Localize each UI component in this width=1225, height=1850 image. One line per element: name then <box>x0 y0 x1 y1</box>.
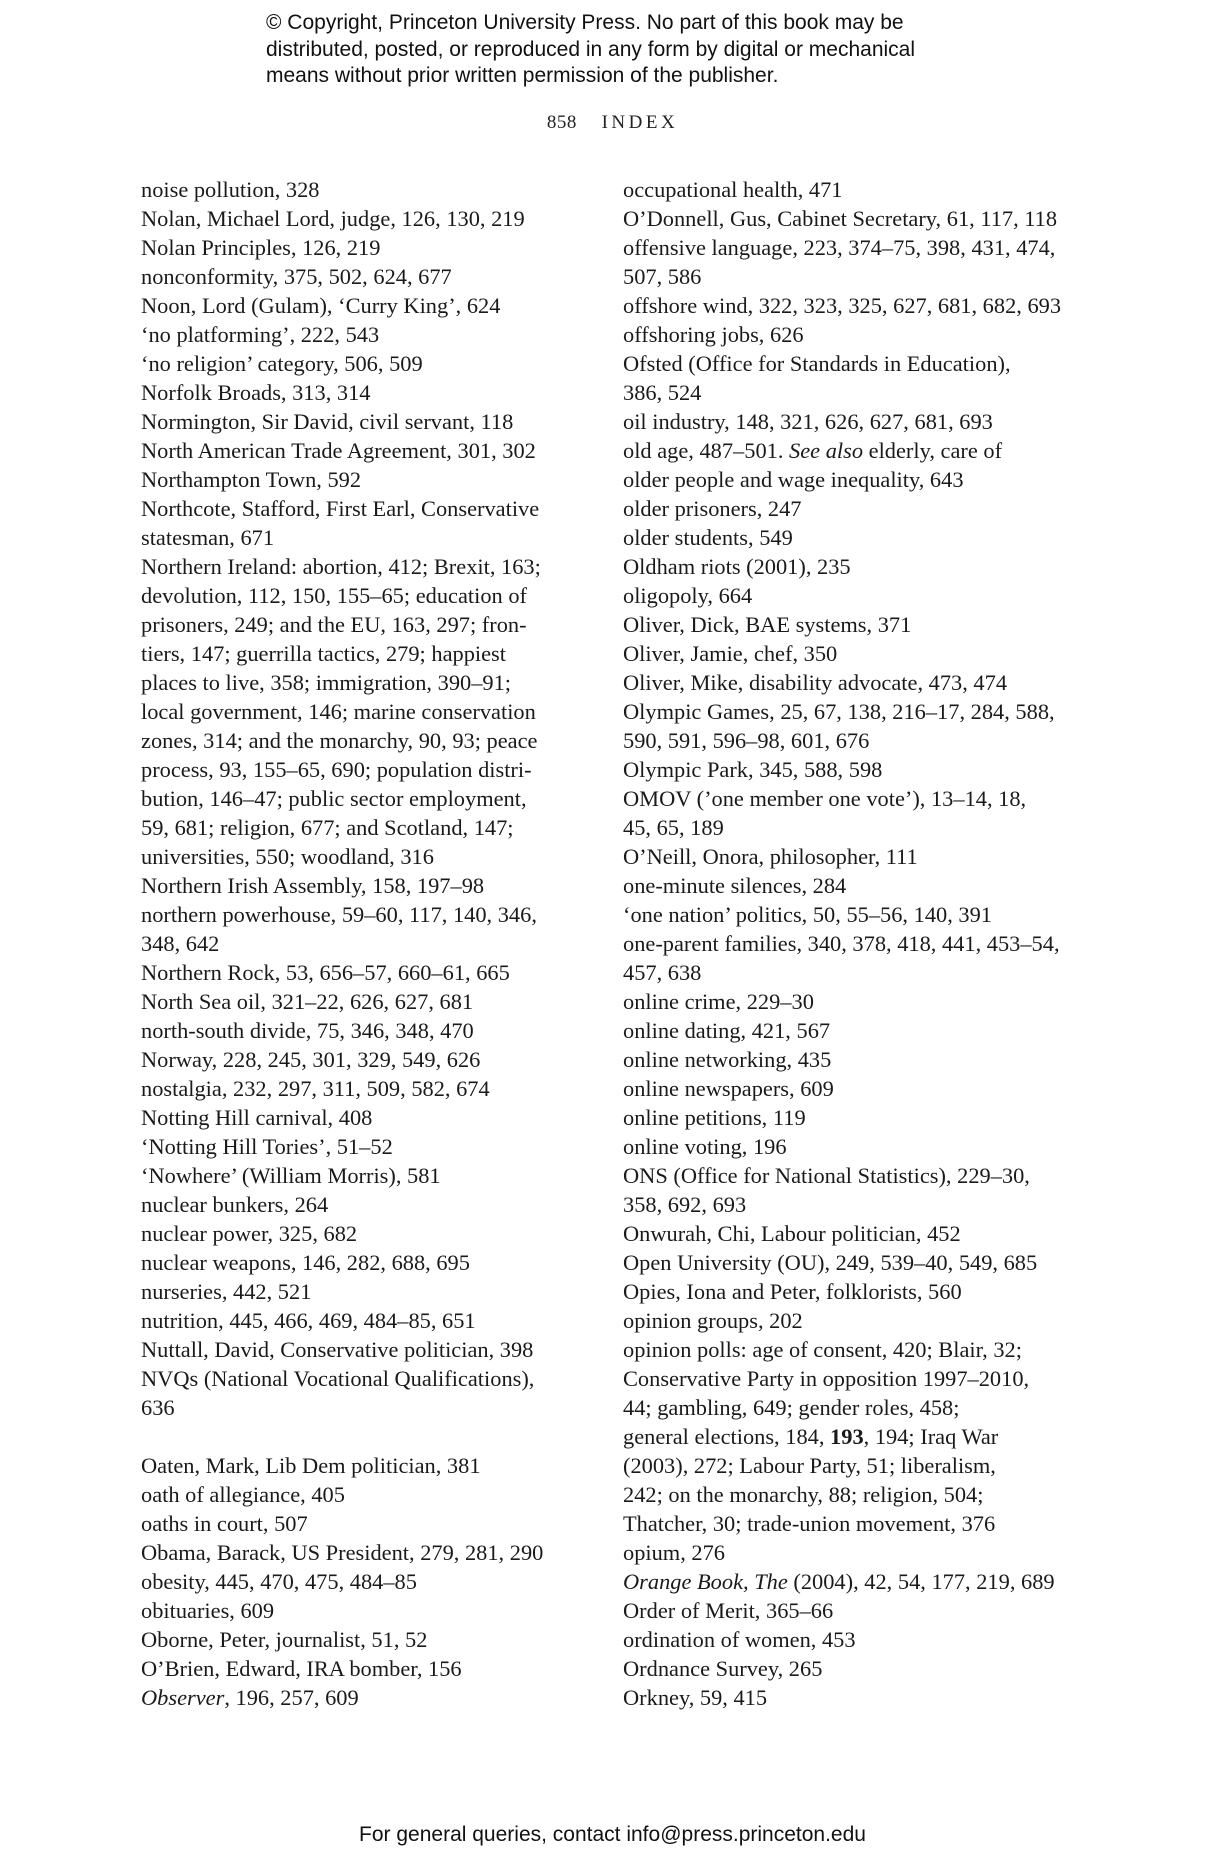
index-entry-line: Conservative Party in opposition 1997–2010, <box>623 1366 1030 1391</box>
index-entry-line: Ofsted (Office for Standards in Education), <box>623 351 1011 376</box>
index-entry-line: offshoring jobs, 626 <box>623 322 804 347</box>
index-entry-line: ‘Notting Hill Tories’, 51–52 <box>141 1134 393 1159</box>
index-entry-line: older students, 549 <box>623 525 793 550</box>
index-entry-line: Noon, Lord (Gulam), ‘Curry King’, 624 <box>141 293 501 318</box>
index-entry-line: online newspapers, 609 <box>623 1076 834 1101</box>
index-entry-line: oaths in court, 507 <box>141 1511 308 1536</box>
index-entry <box>623 1538 1073 1567</box>
index-entry-line: Oaten, Mark, Lib Dem politician, 381 <box>141 1453 481 1478</box>
index-entry-line: 358, 692, 693 <box>623 1192 747 1217</box>
index-entry-line: O’Neill, Onora, philosopher, 111 <box>623 844 918 869</box>
index-entry-line: ‘no religion’ category, 506, 509 <box>141 351 423 376</box>
index-entry <box>623 465 1073 494</box>
index-entry-line: places to live, 358; immigration, 390–91; <box>141 670 512 695</box>
index-entry <box>623 1248 1073 1277</box>
index-entry <box>623 233 1073 291</box>
index-entry-line: obituaries, 609 <box>141 1598 275 1623</box>
footer-contact: For general queries, contact info@press.princeton.edu <box>359 1823 866 1846</box>
index-entry-line: noise pollution, 328 <box>141 177 320 202</box>
index-entry <box>623 291 1073 320</box>
index-entry-line: bution, 146–47; public sector employment, <box>141 786 527 811</box>
index-entry <box>623 871 1073 900</box>
index-entry <box>623 523 1073 552</box>
index-entry-line: one-minute silences, 284 <box>623 873 847 898</box>
copyright-line: distributed, posted, or reproduced in any form by digital or mechanical <box>266 37 916 61</box>
copyright-notice <box>266 10 986 90</box>
index-entry <box>623 1016 1073 1045</box>
index-entry-line <box>623 436 1073 465</box>
index-entry <box>141 1219 581 1248</box>
index-entry-line: OMOV (’one member one vote’), 13–14, 18, <box>623 786 1027 811</box>
index-entry-line: Nolan, Michael Lord, judge, 126, 130, 219 <box>141 206 525 231</box>
index-entry-line: Obama, Barack, US President, 279, 281, 290 <box>141 1540 544 1565</box>
entry-italic-text: Observer <box>141 1685 225 1710</box>
index-entry <box>623 1074 1073 1103</box>
index-entry-line: older people and wage inequality, 643 <box>623 467 964 492</box>
index-entry-line: North American Trade Agreement, 301, 302 <box>141 438 536 463</box>
index-entry <box>141 1248 581 1277</box>
index-entry <box>141 1277 581 1306</box>
running-head <box>0 112 1225 134</box>
index-entry <box>141 1596 581 1625</box>
index-entry-line: Northcote, Stafford, First Earl, Conservative <box>141 496 540 521</box>
index-entry-line: nonconformity, 375, 502, 624, 677 <box>141 264 452 289</box>
index-entry <box>623 1219 1073 1248</box>
index-entry-line: north-south divide, 75, 346, 348, 470 <box>141 1018 474 1043</box>
index-entry <box>141 1567 581 1596</box>
index-entry <box>141 1451 581 1480</box>
index-column-left <box>141 175 581 1712</box>
copyright-line: © Copyright, Princeton University Press. No part of this book may be <box>266 11 904 34</box>
index-entry <box>623 1132 1073 1161</box>
index-entry-line: online crime, 229–30 <box>623 989 814 1014</box>
index-entry-line: statesman, 671 <box>141 525 275 550</box>
index-entry-line: offensive language, 223, 374–75, 398, 431, 474, <box>623 235 1056 260</box>
index-entry <box>141 204 581 233</box>
index-entry-line: nuclear weapons, 146, 282, 688, 695 <box>141 1250 470 1275</box>
index-entry <box>141 1683 581 1712</box>
index-entry <box>141 1364 581 1422</box>
index-entry <box>141 291 581 320</box>
entry-locators: elderly, care of <box>863 438 1003 463</box>
index-entry-line: Notting Hill carnival, 408 <box>141 1105 373 1130</box>
index-entry-line <box>623 1422 1073 1451</box>
index-entry <box>141 378 581 407</box>
index-entry <box>623 755 1073 784</box>
index-entry <box>623 204 1073 233</box>
index-entry <box>141 436 581 465</box>
index-entry-line: opium, 276 <box>623 1540 726 1565</box>
index-entry-line: Northampton Town, 592 <box>141 467 362 492</box>
index-entry-line: 45, 65, 189 <box>623 815 724 840</box>
entry-locators: , 196, 257, 609 <box>224 1685 359 1710</box>
index-entry <box>623 436 1073 465</box>
entry-text: old age, 487–501. <box>623 438 790 463</box>
index-entry-line: ‘no platforming’, 222, 543 <box>141 322 380 347</box>
index-entry <box>141 1625 581 1654</box>
index-entry-line: Opies, Iona and Peter, folklorists, 560 <box>623 1279 962 1304</box>
index-entry-line: Oldham riots (2001), 235 <box>623 554 851 579</box>
index-entry-line: offshore wind, 322, 323, 325, 627, 681, 682, 693 <box>623 293 1062 318</box>
index-entry-line: prisoners, 249; and the EU, 163, 297; fron- <box>141 612 527 637</box>
index-entry-line: Ordnance Survey, 265 <box>623 1656 823 1681</box>
index-entry-line: 386, 524 <box>623 380 702 405</box>
index-entry-line: Oliver, Mike, disability advocate, 473, 474 <box>623 670 1008 695</box>
index-entry <box>141 1045 581 1074</box>
index-entry <box>141 1161 581 1190</box>
index-entry-line: Northern Irish Assembly, 158, 197–98 <box>141 873 485 898</box>
index-entry <box>623 929 1073 987</box>
index-entry-line: older prisoners, 247 <box>623 496 802 521</box>
index-entry <box>141 175 581 204</box>
index-entry-line: NVQs (National Vocational Qualifications), <box>141 1366 535 1391</box>
index-entry-line: tiers, 147; guerrilla tactics, 279; happiest <box>141 641 506 666</box>
section-title: INDEX <box>601 112 679 133</box>
index-entry <box>141 1480 581 1509</box>
index-entry <box>141 1538 581 1567</box>
index-entry-line: 348, 642 <box>141 931 220 956</box>
index-entry <box>623 1161 1073 1219</box>
index-entry <box>623 1306 1073 1335</box>
index-entry-line: Thatcher, 30; trade-union movement, 376 <box>623 1511 996 1536</box>
index-entry-line: O’Donnell, Gus, Cabinet Secretary, 61, 117, 118 <box>623 206 1058 231</box>
index-entry-line: online networking, 435 <box>623 1047 832 1072</box>
index-entry <box>623 784 1073 842</box>
index-entry <box>141 262 581 291</box>
index-entry-line: opinion polls: age of consent, 420; Blair, 32; <box>623 1337 1022 1362</box>
index-entry-line: ‘one nation’ politics, 50, 55–56, 140, 391 <box>623 902 992 927</box>
index-entry-line: (2003), 272; Labour Party, 51; liberalism, <box>623 1453 996 1478</box>
index-entry-line: 242; on the monarchy, 88; religion, 504; <box>623 1482 984 1507</box>
index-entry-line: online voting, 196 <box>623 1134 787 1159</box>
index-entry-line: Olympic Games, 25, 67, 138, 216–17, 284, 588, <box>623 699 1055 724</box>
index-entry <box>623 1654 1073 1683</box>
index-entry-line: oligopoly, 664 <box>623 583 753 608</box>
index-entry <box>623 668 1073 697</box>
index-entry-line: O’Brien, Edward, IRA bomber, 156 <box>141 1656 462 1681</box>
page-number: 858 <box>546 112 577 133</box>
index-entry-line: 44; gambling, 649; gender roles, 458; <box>623 1395 960 1420</box>
index-entry-line: Norway, 228, 245, 301, 329, 549, 626 <box>141 1047 481 1072</box>
index-entry <box>141 1103 581 1132</box>
index-entry-line: opinion groups, 202 <box>623 1308 803 1333</box>
index-entry-line: Onwurah, Chi, Labour politician, 452 <box>623 1221 961 1246</box>
index-entry-line: Open University (OU), 249, 539–40, 549, 685 <box>623 1250 1038 1275</box>
index-entry-line: 59, 681; religion, 677; and Scotland, 147; <box>141 815 514 840</box>
index-entry-line: Normington, Sir David, civil servant, 118 <box>141 409 514 434</box>
entry-text: general elections, 184, <box>623 1424 831 1449</box>
index-entry-line: devolution, 112, 150, 155–65; education of <box>141 583 527 608</box>
index-entry-line: ONS (Office for National Statistics), 229–30, <box>623 1163 1030 1188</box>
index-entry <box>141 1074 581 1103</box>
index-entry <box>141 465 581 494</box>
index-entry <box>141 1509 581 1538</box>
index-entry-line: Olympic Park, 345, 588, 598 <box>623 757 883 782</box>
copyright-line: means without prior written permission of the publisher. <box>266 64 779 87</box>
index-entry <box>623 349 1073 407</box>
entry-locators: (2004), 42, 54, 177, 219, 689 <box>787 1569 1055 1594</box>
index-entry <box>623 1625 1073 1654</box>
index-entry-line: online dating, 421, 567 <box>623 1018 831 1043</box>
index-entry <box>141 1190 581 1219</box>
index-entry-line: oil industry, 148, 321, 626, 627, 681, 693 <box>623 409 993 434</box>
index-entry-line: occupational health, 471 <box>623 177 843 202</box>
index-entry-line <box>141 1683 581 1712</box>
index-entry-line: Orkney, 59, 415 <box>623 1685 768 1710</box>
entry-italic-text: See also <box>789 438 864 463</box>
index-entry-line: 636 <box>141 1395 175 1420</box>
index-entry-line <box>623 1567 1073 1596</box>
index-entry-line: Oliver, Jamie, chef, 350 <box>623 641 838 666</box>
index-entry <box>141 552 581 871</box>
index-entry-line: process, 93, 155–65, 690; population distri- <box>141 757 532 782</box>
index-entry-line: ordination of women, 453 <box>623 1627 856 1652</box>
index-entry-line: nutrition, 445, 466, 469, 484–85, 651 <box>141 1308 476 1333</box>
letter-group-gap <box>141 1422 581 1451</box>
index-entry-line: Northern Rock, 53, 656–57, 660–61, 665 <box>141 960 510 985</box>
index-entry <box>623 1103 1073 1132</box>
index-entry <box>623 1567 1073 1596</box>
entry-bold-locator: 193 <box>830 1424 864 1449</box>
index-entry <box>141 233 581 262</box>
index-entry-line: nurseries, 442, 521 <box>141 1279 312 1304</box>
index-entry-line: one-parent families, 340, 378, 418, 441, 453–54, <box>623 931 1060 956</box>
index-entry-line: online petitions, 119 <box>623 1105 806 1130</box>
index-entry <box>623 639 1073 668</box>
index-entry <box>623 1596 1073 1625</box>
entry-italic-text: Orange Book, The <box>623 1569 788 1594</box>
index-entry <box>623 320 1073 349</box>
index-entry <box>623 697 1073 755</box>
index-entry-line: obesity, 445, 470, 475, 484–85 <box>141 1569 417 1594</box>
index-entry-line: Nolan Principles, 126, 219 <box>141 235 381 260</box>
index-entry-line: local government, 146; marine conservation <box>141 699 536 724</box>
index-entry-line: Oliver, Dick, BAE systems, 371 <box>623 612 912 637</box>
index-entry <box>623 175 1073 204</box>
index-entry-line: universities, 550; woodland, 316 <box>141 844 434 869</box>
index-entry <box>141 987 581 1016</box>
index-entry-line: nostalgia, 232, 297, 311, 509, 582, 674 <box>141 1076 490 1101</box>
index-entry <box>141 320 581 349</box>
index-entry <box>141 1306 581 1335</box>
index-entry <box>141 349 581 378</box>
index-entry <box>141 494 581 552</box>
index-entry <box>623 552 1073 581</box>
index-entry <box>623 1045 1073 1074</box>
index-entry-line: Nuttall, David, Conservative politician, 398 <box>141 1337 534 1362</box>
index-entry-line: North Sea oil, 321–22, 626, 627, 681 <box>141 989 474 1014</box>
index-entry-line: northern powerhouse, 59–60, 117, 140, 346, <box>141 902 537 927</box>
index-entry <box>623 581 1073 610</box>
index-entry <box>141 958 581 987</box>
index-entry <box>623 987 1073 1016</box>
index-entry <box>141 900 581 958</box>
index-entry <box>141 1132 581 1161</box>
index-entry-line: nuclear power, 325, 682 <box>141 1221 358 1246</box>
index-entry <box>623 407 1073 436</box>
index-entry <box>623 610 1073 639</box>
entry-text: , 194; Iraq War <box>863 1424 999 1449</box>
index-entry-line: 590, 591, 596–98, 601, 676 <box>623 728 870 753</box>
index-entry <box>623 842 1073 871</box>
index-entry <box>623 900 1073 929</box>
index-entry-line: nuclear bunkers, 264 <box>141 1192 329 1217</box>
index-entry-line: Oborne, Peter, journalist, 51, 52 <box>141 1627 428 1652</box>
index-entry <box>141 1016 581 1045</box>
index-entry-line: ‘Nowhere’ (William Morris), 581 <box>141 1163 441 1188</box>
index-entry-line: zones, 314; and the monarchy, 90, 93; peace <box>141 728 538 753</box>
index-entry <box>141 871 581 900</box>
index-entry <box>623 1335 1073 1538</box>
index-column-right <box>623 175 1073 1712</box>
index-entry <box>623 494 1073 523</box>
index-entry <box>623 1683 1073 1712</box>
index-entry <box>141 1654 581 1683</box>
index-entry-line: Northern Ireland: abortion, 412; Brexit, 163; <box>141 554 541 579</box>
index-entry-line: Norfolk Broads, 313, 314 <box>141 380 371 405</box>
index-entry-line: 457, 638 <box>623 960 702 985</box>
index-entry <box>141 407 581 436</box>
index-entry-line: oath of allegiance, 405 <box>141 1482 345 1507</box>
index-entry <box>623 1277 1073 1306</box>
index-entry-line: 507, 586 <box>623 264 702 289</box>
index-entry-line: Order of Merit, 365–66 <box>623 1598 834 1623</box>
index-entry <box>141 1335 581 1364</box>
